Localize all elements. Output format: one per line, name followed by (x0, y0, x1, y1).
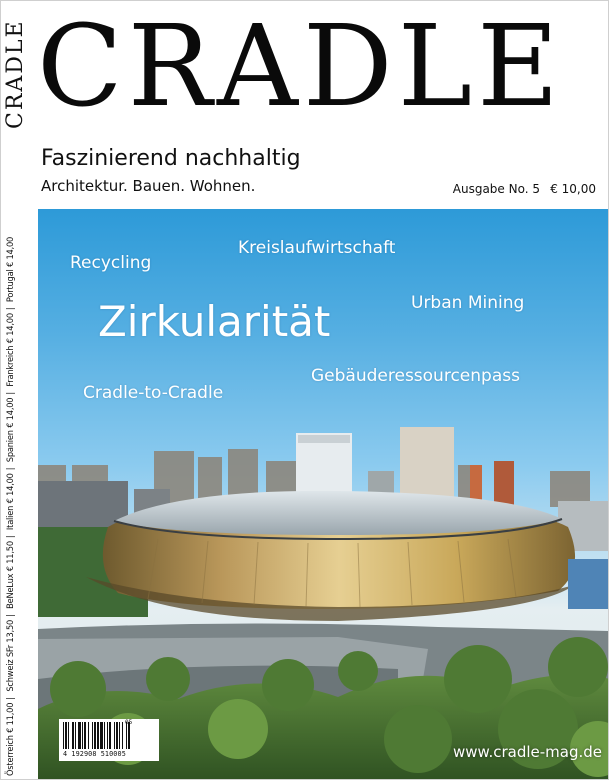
price-italy: Italien € 14,00 (5, 473, 16, 531)
price-portugal: Portugal € 14,00 (5, 236, 16, 303)
cover-price: € 10,00 (550, 182, 596, 196)
vertical-brand: CRADLE (3, 19, 28, 129)
price-benelux: BeNeLux € 11,50 (5, 541, 16, 609)
topic-urban-mining: Urban Mining (411, 293, 525, 313)
topic-recycling: Recycling (70, 253, 152, 273)
cover-subline: Architektur. Bauen. Wohnen. (41, 177, 256, 195)
barcode-digits: 4 192908 510005 (63, 750, 126, 758)
topic-cradle-to-cradle: Cradle-to-Cradle (83, 383, 224, 403)
topic-kreislaufwirtschaft: Kreislaufwirtschaft (238, 238, 396, 258)
issue-number: Ausgabe No. 5 (452, 182, 540, 196)
topic-zirkularitaet: Zirkularität (98, 297, 331, 346)
barcode (59, 719, 159, 761)
barcode-bar (128, 722, 130, 749)
website-url: www.cradle-mag.de (453, 743, 602, 761)
price-switzerland: Schweiz SFr 13,50 (5, 619, 16, 692)
barcode-bars (63, 722, 155, 749)
international-price-strip: Österreich € 11,00| Schweiz SFr 13,50| BeNeLux € 11,50| Italien € 14,00| Spanien € 14,00| Frankreich € 14,00| Portugal € 14,00 (5, 236, 16, 776)
price-spain: Spanien € 14,00 (5, 397, 16, 463)
price-austria: Österreich € 11,00 (5, 702, 16, 776)
masthead-logo: CRADLE (37, 2, 564, 132)
barcode-addon: 05 (125, 719, 133, 726)
topic-gebaeuderessourcenpass: Gebäuderessourcenpass (311, 366, 520, 386)
cover-headline: Faszinierend nachhaltig (41, 146, 301, 171)
cover-photo (38, 209, 609, 780)
price-france: Frankreich € 14,00 (5, 313, 16, 387)
